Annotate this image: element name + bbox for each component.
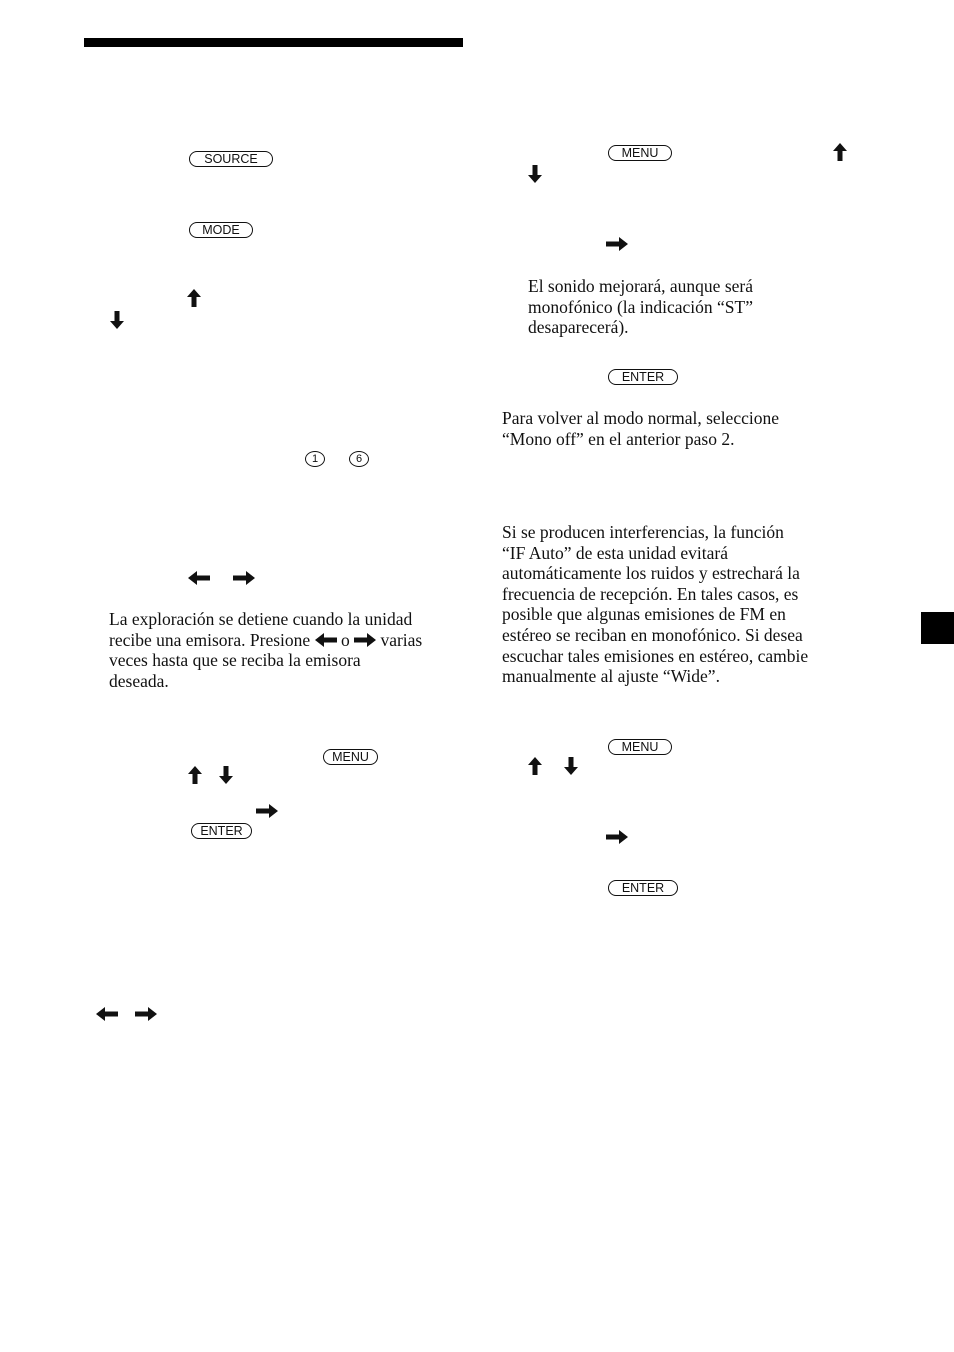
paragraph-line: manualmente al ajuste “Wide”.: [502, 666, 720, 687]
paragraph-line: “Mono off” en el anterior paso 2.: [502, 428, 735, 449]
paragraph-line: desaparecerá).: [528, 317, 629, 338]
arrow-up-icon[interactable]: [833, 143, 847, 161]
paragraph-line: Para volver al modo normal, seleccione: [502, 408, 779, 428]
paragraph-line: veces hasta que se reciba la emisora: [109, 650, 361, 671]
arrow-down-icon[interactable]: [110, 311, 124, 329]
menu-button[interactable]: MENU: [323, 749, 378, 765]
arrow-up-icon[interactable]: [528, 757, 542, 775]
arrow-right-icon[interactable]: [256, 804, 278, 818]
section-heading-bar: [84, 38, 463, 47]
arrow-left-icon[interactable]: [188, 571, 210, 585]
menu-button[interactable]: MENU: [608, 145, 672, 161]
preset-1-button[interactable]: 1: [305, 451, 325, 467]
paragraph-line: monofónico (la indicación “ST”: [528, 296, 753, 317]
paragraph-line: El sonido mejorará, aunque será: [528, 276, 753, 296]
arrow-left-icon[interactable]: [96, 1007, 118, 1021]
enter-button[interactable]: ENTER: [191, 823, 252, 839]
enter-button[interactable]: ENTER: [608, 880, 678, 896]
arrow-down-icon[interactable]: [219, 766, 233, 784]
paragraph-line: estéreo se reciban en monofónico. Si desea: [502, 624, 803, 645]
paragraph-line: “IF Auto” de esta unidad evitará: [502, 542, 728, 563]
arrow-up-icon[interactable]: [187, 289, 201, 307]
paragraph-line: deseada.: [109, 670, 169, 691]
arrow-right-icon: [354, 633, 376, 647]
mono-paragraph: [528, 276, 753, 338]
normal-mode-paragraph: [502, 408, 779, 449]
paragraph-line: automáticamente los ruidos y estrechará la: [502, 563, 800, 584]
paragraph-line: escuchar tales emisiones en estéreo, cambie: [502, 645, 809, 666]
source-button[interactable]: SOURCE: [189, 151, 273, 167]
arrow-down-icon[interactable]: [528, 165, 542, 183]
paragraph-line: recibe una emisora. Presione o varias: [109, 629, 423, 650]
section-tab-marker: [921, 612, 954, 644]
enter-button[interactable]: ENTER: [608, 369, 678, 385]
menu-button[interactable]: MENU: [608, 739, 672, 755]
arrow-right-icon[interactable]: [135, 1007, 157, 1021]
preset-6-button[interactable]: 6: [349, 451, 369, 467]
paragraph-line: posible que algunas emisiones de FM en: [502, 604, 786, 625]
mode-button[interactable]: MODE: [189, 222, 253, 238]
arrow-down-icon[interactable]: [564, 757, 578, 775]
arrow-right-icon[interactable]: [233, 571, 255, 585]
paragraph-line: La exploración se detiene cuando la unidad: [109, 609, 413, 629]
if-auto-paragraph: [502, 522, 808, 687]
paragraph-line: frecuencia de recepción. En tales casos, es: [502, 583, 799, 604]
arrow-right-icon[interactable]: [606, 237, 628, 251]
paragraph-line: Si se producen interferencias, la función: [502, 522, 784, 542]
arrow-right-icon[interactable]: [606, 830, 628, 844]
arrow-up-icon[interactable]: [188, 766, 202, 784]
scan-paragraph: [109, 609, 422, 691]
arrow-left-icon: [315, 633, 337, 647]
